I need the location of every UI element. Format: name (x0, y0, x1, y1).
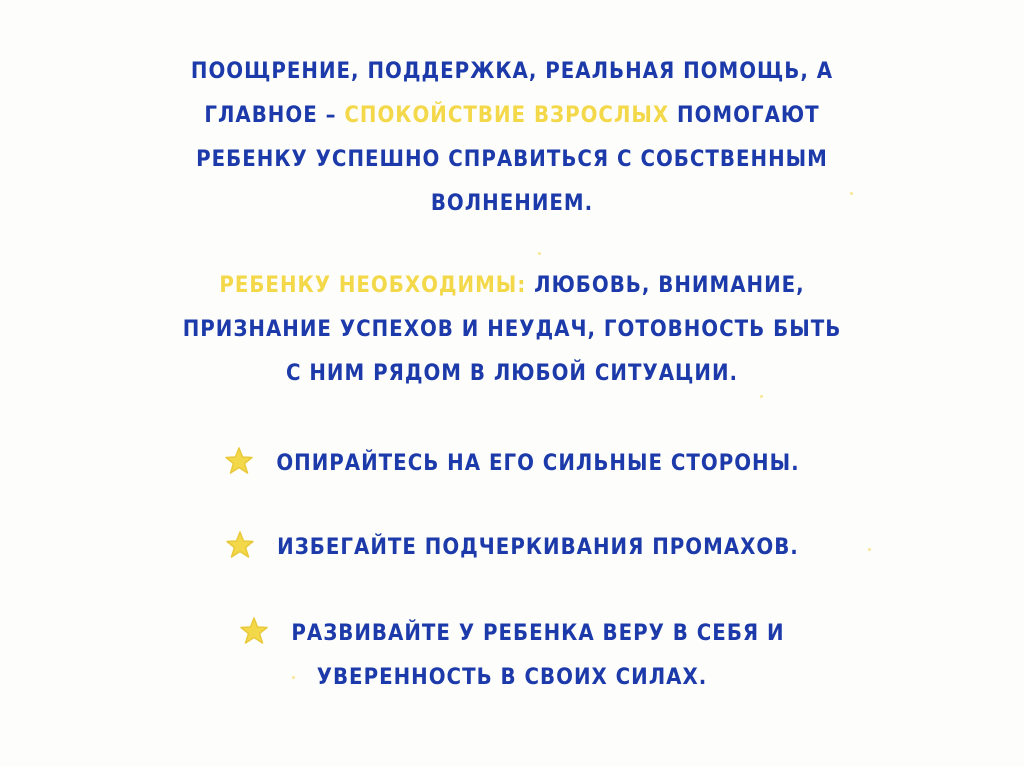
decorative-speck (292, 676, 295, 679)
bullet-item-confidence (0, 612, 1024, 700)
decorative-speck (850, 192, 853, 195)
paragraph2-line1 (0, 264, 1024, 308)
paragraph1-line2-before: ГЛАВНОЕ – (204, 103, 345, 128)
paragraph2-line1-after: ЛЮБОВЬ, ВНИМАНИЕ, (526, 273, 805, 298)
paragraph-calm-adults (0, 50, 1024, 226)
paragraph1-line1: ПООЩРЕНИЕ, ПОДДЕРЖКА, РЕАЛЬНАЯ ПОМОЩЬ, А (190, 59, 834, 84)
bullet-item3-text-line1: РАЗВИВАЙТЕ У РЕБЕНКА ВЕРУ В СЕБЯ И (291, 621, 785, 646)
bullet-item3-line1 (0, 612, 1024, 656)
star-icon (239, 616, 269, 646)
paragraph1-line4: ВОЛНЕНИЕМ. (430, 191, 594, 216)
bullet-item-strengths (0, 442, 1024, 486)
paragraph2-line2: ПРИЗНАНИЕ УСПЕХОВ И НЕУДАЧ, ГОТОВНОСТЬ БЫТЬ (182, 317, 842, 342)
bullet-item3-line2: УВЕРЕННОСТЬ В СВОИХ СИЛАХ. (316, 665, 708, 690)
paragraph-child-needs (0, 264, 1024, 396)
decorative-speck (760, 395, 763, 398)
paragraph2-line3: С НИМ РЯДОМ В ЛЮБОЙ СИТУАЦИИ. (285, 361, 739, 386)
paragraph1-line3: РЕБЕНКУ УСПЕШНО СПРАВИТЬСЯ С СОБСТВЕННЫМ (196, 147, 828, 172)
paragraph1-line2 (0, 94, 1024, 138)
star-icon (225, 530, 255, 560)
paragraph1-line2-after: ПОМОГАЮТ (669, 103, 820, 128)
star-icon (224, 446, 254, 476)
paragraph1-highlight: СПОКОЙСТВИЕ ВЗРОСЛЫХ (344, 103, 670, 128)
decorative-speck (538, 252, 541, 255)
decorative-speck (868, 548, 871, 551)
paragraph2-highlight: РЕБЕНКУ НЕОБХОДИМЫ: (219, 273, 527, 298)
bullet-item1-text: ОПИРАЙТЕСЬ НА ЕГО СИЛЬНЫЕ СТОРОНЫ. (276, 451, 800, 476)
bullet-item2-text: ИЗБЕГАЙТЕ ПОДЧЕРКИВАНИЯ ПРОМАХОВ. (277, 535, 799, 560)
